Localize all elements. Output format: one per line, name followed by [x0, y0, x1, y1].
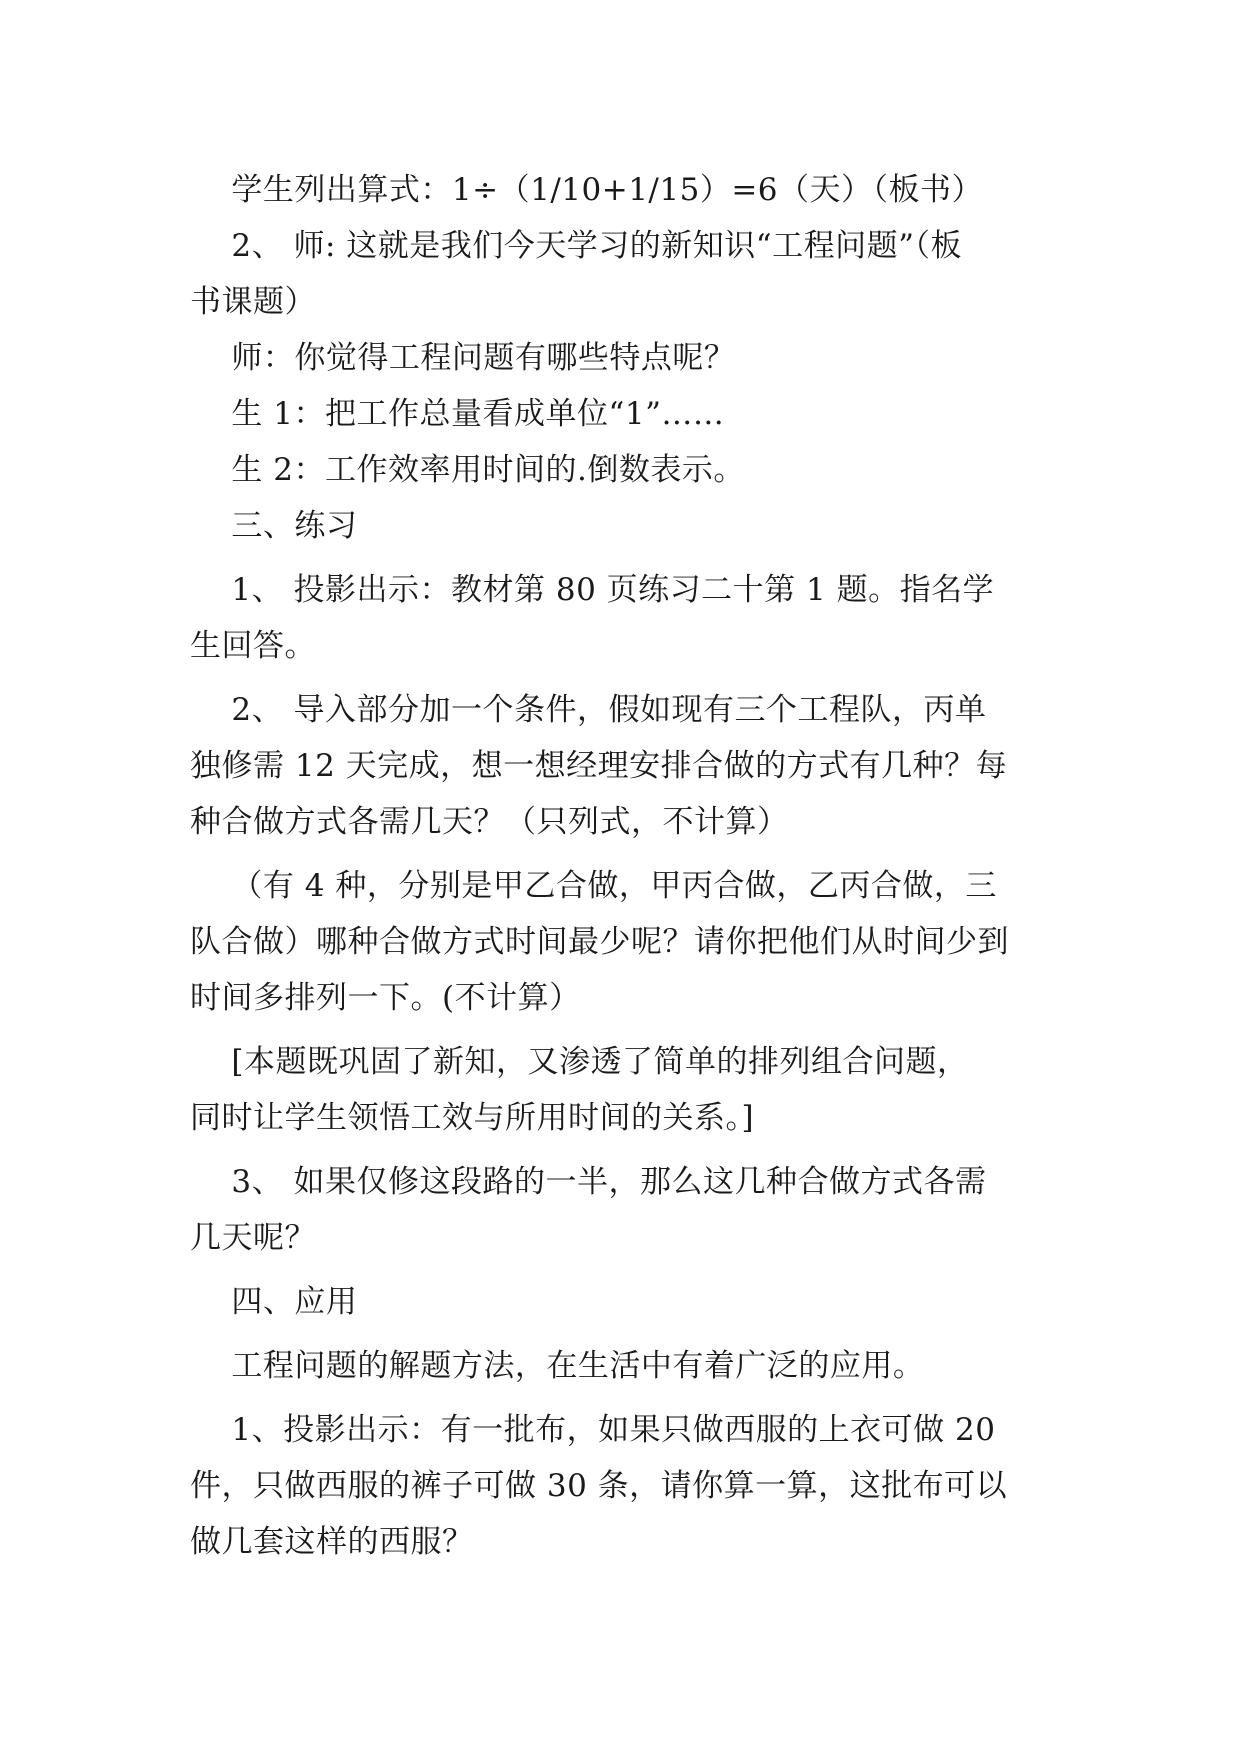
section-heading-application: 四、应用	[190, 1284, 358, 1320]
text-line-9: 生回答。	[190, 628, 316, 664]
text-line-6: 生 2：工作效率用时间的.倒数表示。	[190, 452, 745, 488]
text-line-24: 做几套这样的西服？	[190, 1524, 474, 1560]
text-line-15: 时间多排列一下。(不计算）	[190, 980, 581, 1016]
text-line-14: 队合做）哪种合做方式时间最少呢？请你把他们从时间少到	[190, 924, 1009, 960]
text-line-21: 工程问题的解题方法，在生活中有着广泛的应用。	[190, 1348, 925, 1384]
text-line-23: 件，只做西服的裤子可做 30 条，请你算一算，这批布可以	[190, 1468, 1008, 1504]
text-line-1: 学生列出算式：1÷（1/10+1/15）=6（天）（板书）	[190, 172, 984, 208]
text-line-16: [本题既巩固了新知，又渗透了简单的排列组合问题，	[190, 1044, 969, 1080]
text-line-17: 同时让学生领悟工效与所用时间的关系。]	[190, 1100, 755, 1136]
text-line-19: 几天呢？	[190, 1220, 316, 1256]
text-line-3: 书课题）	[190, 284, 316, 320]
section-heading-practice: 三、练习	[190, 508, 358, 544]
text-line-4: 师：你觉得工程问题有哪些特点呢？	[190, 340, 736, 376]
text-line-18: 3、 如果仅修这段路的一半，那么这几种合做方式各需	[190, 1164, 987, 1200]
text-line-2: 2、 师: 这就是我们今天学习的新知识“工程问题”（板	[190, 228, 962, 264]
text-line-22: 1、投影出示：有一批布，如果只做西服的上衣可做 20	[190, 1412, 996, 1448]
text-line-10: 2、 导入部分加一个条件，假如现有三个工程队，丙单	[190, 692, 987, 728]
text-line-8: 1、 投影出示：教材第 80 页练习二十第 1 题。指名学	[190, 572, 995, 608]
text-line-13: （有 4 种，分别是甲乙合做，甲丙合做，乙丙合做，三	[190, 868, 997, 904]
text-line-11: 独修需 12 天完成，想一想经理安排合做的方式有几种？每	[190, 748, 1008, 784]
text-line-5: 生 1：把工作总量看成单位“1”……	[190, 396, 725, 432]
text-line-12: 种合做方式各需几天？（只列式，不计算）	[190, 804, 789, 840]
